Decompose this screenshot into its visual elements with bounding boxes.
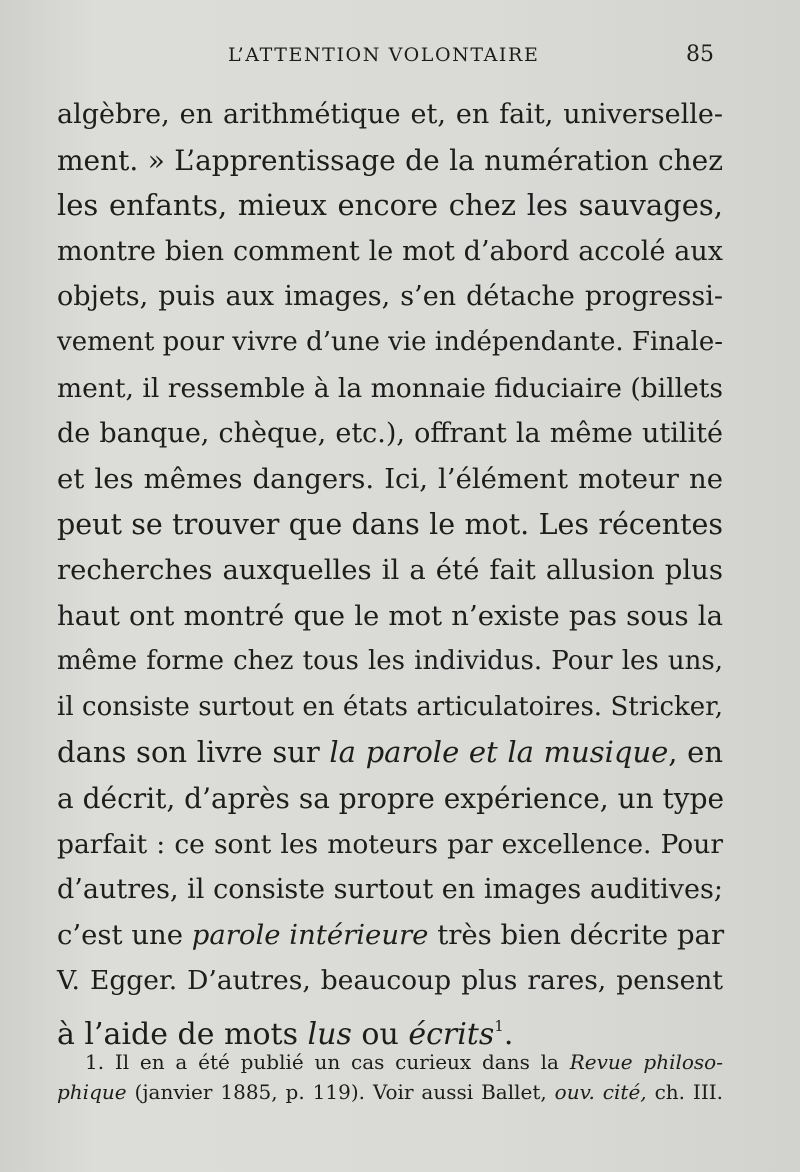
italic-phrase: parole intérieure — [191, 918, 429, 951]
text-line: dans son livre sur la parole et la musique, en — [57, 735, 724, 770]
footnote — [57, 1047, 723, 1107]
footnote-reference: 1 — [494, 1016, 504, 1035]
italic-word: écrits — [408, 1016, 495, 1052]
text-line: recherches auxquelles il a été fait allusion plus — [57, 553, 723, 586]
text-line: parfait : ce sont les moteurs par excellence. Pour — [57, 828, 723, 860]
text-line: ment. » L’apprentissage de la numération chez — [57, 143, 723, 177]
text-line: et les mêmes dangers. Ici, l’élément moteur ne — [57, 462, 723, 495]
italic-word: lus — [307, 1016, 352, 1052]
text-line: les enfants, mieux encore chez les sauvages, — [57, 188, 723, 223]
running-title: L’ATTENTION VOLONTAIRE — [228, 44, 540, 66]
text-line: V. Egger. D’autres, beaucoup plus rares, pensent — [57, 965, 723, 997]
text-line: vement pour vivre d’une vie indépendante. Finale- — [57, 326, 723, 357]
footnote-line: 1. Il en a été publié un cas curieux dans la Revue philoso- — [85, 1050, 723, 1074]
text-line: c’est une parole intérieure très bien décrite par — [57, 918, 725, 951]
text-line: algèbre, en arithmétique et, en fait, universelle- — [57, 99, 723, 130]
body-text — [57, 92, 725, 1052]
text-line: d’autres, il consiste surtout en images auditives; — [57, 874, 723, 906]
italic-title: la parole et la musique — [329, 735, 669, 770]
text-line: à l’aide de mots lus ou écrits$^1$. — [57, 1016, 514, 1052]
text-line: il consiste surtout en états articulatoires. Stricker, — [57, 691, 723, 722]
text-line: même forme chez tous les individus. Pour les uns, — [57, 646, 723, 677]
text-line: peut se trouver que dans le mot. Les récentes — [57, 508, 723, 542]
text-line: de banque, chèque, etc.), offrant la même utilité — [57, 418, 723, 450]
text-line: a décrit, d’après sa propre expérience, un type — [57, 781, 725, 815]
text-line: ment, il ressemble à la monnaie fiduciaire (billets — [57, 372, 723, 404]
running-header — [0, 42, 800, 74]
journal-title: Revue philoso- — [569, 1050, 723, 1074]
footnote-number: 1. — [85, 1050, 105, 1074]
footnote-line: phique (janvier 1885, p. 119). Voir aussi Ballet, ouv. cité, ch. III. — [57, 1080, 723, 1104]
text-line: objets, puis aux images, s’en détache progressi- — [57, 281, 723, 313]
page-number: 85 — [686, 42, 714, 67]
text-line: haut ont montré que le mot n’existe pas sous la — [57, 599, 723, 632]
text-line: montre bien comment le mot d’abord accolé aux — [57, 235, 723, 267]
